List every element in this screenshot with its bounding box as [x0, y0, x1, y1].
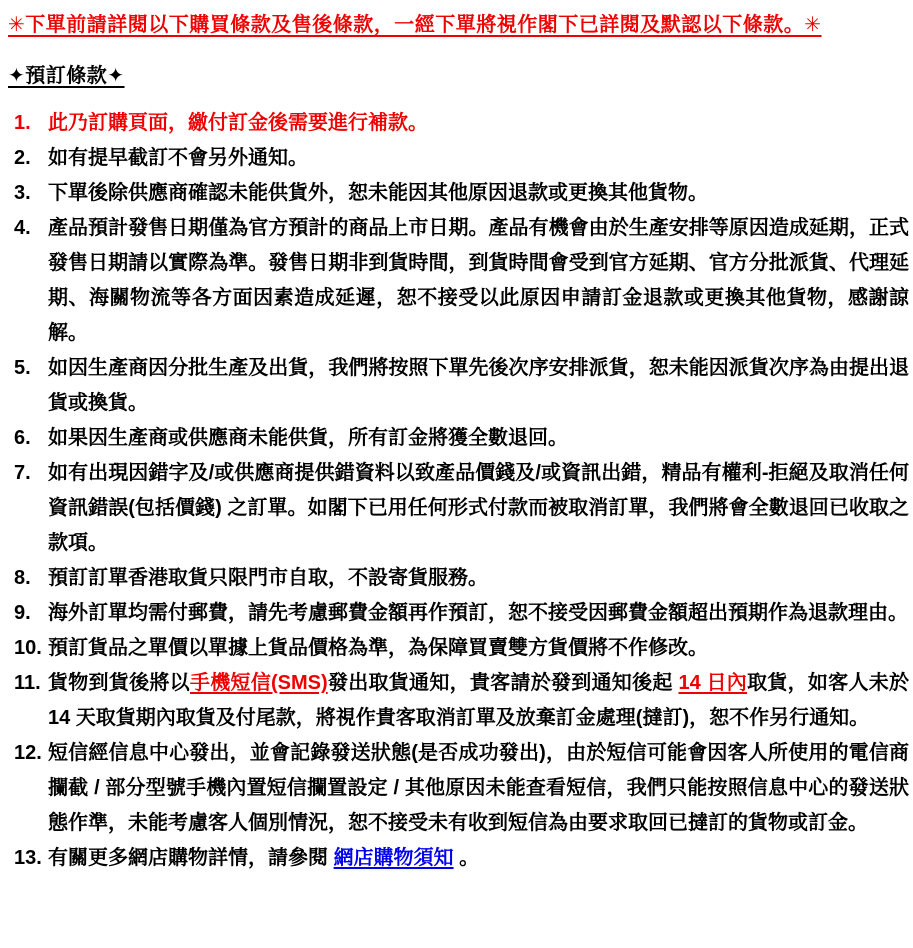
term-text: 發出取貨通知，貴客請於發到通知後起 — [327, 672, 679, 694]
term-number: 4. — [14, 217, 31, 239]
term-item — [8, 211, 909, 351]
term-text: 下單後除供應商確認未能供貨外，恕未能因其他原因退款或更換其他貨物。 — [48, 182, 708, 204]
term-number: 6. — [14, 427, 31, 449]
term-item — [8, 176, 909, 211]
terms-list — [8, 106, 909, 876]
term-item — [8, 456, 909, 561]
term-item — [8, 666, 909, 736]
term-text: 此乃訂購頁面，繳付訂金後需要進行補款。 — [48, 112, 428, 134]
term-item — [8, 351, 909, 421]
term-number: 13. — [14, 847, 42, 869]
term-number: 12. — [14, 742, 42, 764]
term-item — [8, 736, 909, 841]
term-item — [8, 841, 909, 876]
term-number: 1. — [14, 112, 31, 134]
term-text: 。 — [453, 847, 480, 869]
section-title-preorder-terms: ✦預訂條款✦ — [8, 65, 125, 87]
term-number: 2. — [14, 147, 31, 169]
term-text: 預訂貨品之單價以單據上貨品價格為準，為保障買賣雙方貨價將不作修改。 — [48, 637, 708, 659]
section-title-row — [8, 62, 909, 90]
term-number: 7. — [14, 462, 31, 484]
red-underline-emphasis: 14 日內 — [678, 672, 748, 694]
term-item — [8, 561, 909, 596]
term-text: 如果因生產商或供應商未能供貨，所有訂金將獲全數退回。 — [48, 427, 568, 449]
term-text: 取貨，如客人未於 14 天取貨期內取貨及付尾款，將視作貴客取消訂單及放棄訂金處理(撻訂)，恕不作另行通知。 — [48, 672, 909, 729]
term-text: 如因生產商因分批生產及出貨，我們將按照下單先後次序安排派貨，恕未能因派貨次序為由提出退貨或換貨。 — [48, 357, 909, 414]
term-text: 預訂訂單香港取貨只限門市自取，不設寄貨服務。 — [48, 567, 488, 589]
term-item — [8, 106, 909, 141]
term-number: 9. — [14, 602, 31, 624]
term-text: 貨物到貨後將以 — [48, 672, 190, 694]
term-number: 3. — [14, 182, 31, 204]
term-number: 5. — [14, 357, 31, 379]
term-item — [8, 141, 909, 176]
term-number: 10. — [14, 637, 42, 659]
term-text: 產品預計發售日期僅為官方預計的商品上市日期。產品有機會由於生產安排等原因造成延期，正式發售日期請以實際為準。發售日期非到貨時間，到貨時間會受到官方延期、官方分批派貨、代理延期、海關物流等各方面因素造成延遲，恕不接受以此原因申請訂金退款或更換其他貨物，感謝諒解。 — [48, 217, 909, 344]
term-item — [8, 631, 909, 666]
purchase-notice-banner: ✳下單前請詳閱以下購買條款及售後條款，一經下單將視作閣下已詳閱及默認以下條款。✳ — [8, 14, 822, 36]
store-shopping-guide-link[interactable]: 網店購物須知 — [333, 847, 454, 869]
term-text: 如有提早截訂不會另外通知。 — [48, 147, 308, 169]
term-item — [8, 596, 909, 631]
term-text: 短信經信息中心發出，並會記錄發送狀態(是否成功發出)，由於短信可能會因客人所使用的電信商攔截 / 部分型號手機內置短信攔置設定 / 其他原因未能查看短信，我們只能按照信息中心的發送狀態作準，未能考慮客人個別情況，恕不接受未有收到短信為由要求取回已撻訂的貨物或訂金。 — [48, 742, 909, 834]
term-text: 如有出現因錯字及/或供應商提供錯資料以致產品價錢及/或資訊出錯，精品有權利-拒絕及取消任何資訊錯誤(包括價錢) 之訂單。如閣下已用任何形式付款而被取消訂單，我們將會全數退回已收取之款項。 — [48, 462, 909, 554]
term-item — [8, 421, 909, 456]
term-number: 11. — [14, 672, 41, 694]
term-text: 海外訂單均需付郵費，請先考慮郵費金額再作預訂，恕不接受因郵費金額超出預期作為退款理由。 — [48, 602, 908, 624]
term-text: 有關更多網店購物詳情，請參閱 — [48, 847, 334, 869]
term-number: 8. — [14, 567, 31, 589]
red-underline-emphasis: 手機短信(SMS) — [189, 672, 328, 694]
